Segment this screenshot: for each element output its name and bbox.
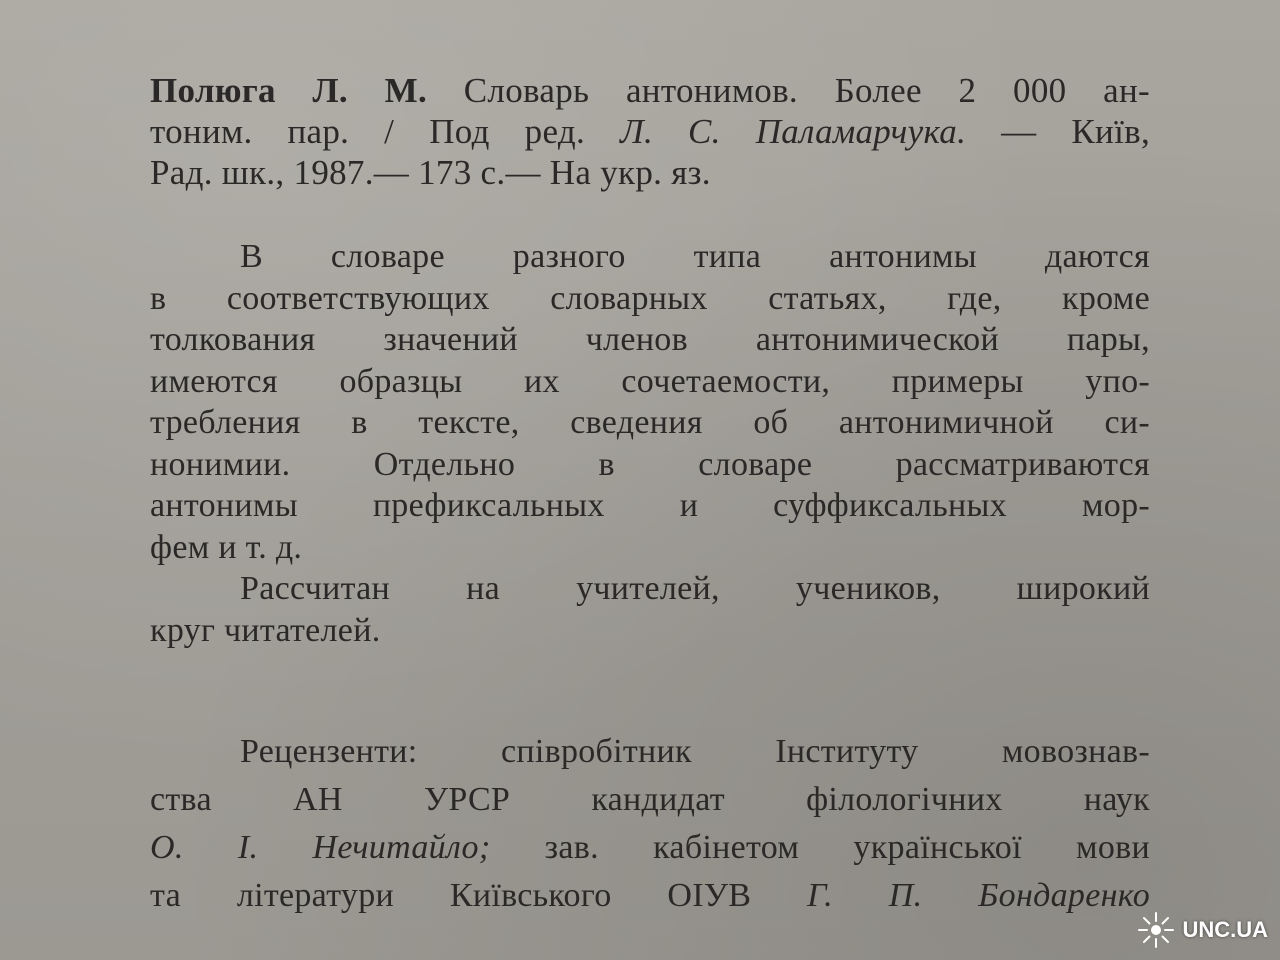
abstract-line: толкования значений членов антонимической пары, [150, 321, 1150, 358]
abstract-line: нонимии. Отдельно в словаре рассматриваются [150, 445, 1150, 483]
audience-line: круг читателей. [150, 611, 381, 649]
abstract-line: антонимы префиксальных и суффиксальных мор- [150, 487, 1150, 524]
watermark [1136, 910, 1268, 950]
author-name: Полюга Л. М. [150, 71, 428, 110]
bib-line-2 [150, 111, 1150, 152]
bib-title-text: Словарь антонимов. Более 2 000 ан- [427, 71, 1150, 110]
reviewers-line-1: Рецензенти: співробітник Інституту мовознав- [240, 733, 1150, 770]
abstract-line: требления в тексте, сведения об антонимичной си- [150, 404, 1150, 441]
reviewers-line-4-pre: та літератури Київського ОІУВ [150, 877, 808, 914]
bib-line-2-post: — Київ, [966, 112, 1150, 151]
abstract-line: фем и т. д. [150, 528, 303, 566]
abstract-line: В словаре разного типа антонимы даются [240, 238, 1150, 275]
reviewers-line-3 [150, 824, 1150, 872]
reviewers [150, 728, 1150, 920]
abstract-line: в соответствующих словарных статьях, где, кроме [150, 279, 1150, 317]
abstract [150, 236, 1150, 651]
reviewers-line-2: ства АН УРСР кандидат філологічних наук [150, 781, 1150, 818]
sunburst-logo-icon [1136, 910, 1176, 950]
audience-line: Рассчитан на учителей, учеников, широкий [240, 570, 1150, 607]
bib-line-1 [150, 70, 1150, 111]
reviewers-line-3-post: зав. кабінетом української мови [490, 829, 1150, 866]
bib-line-3: Рад. шк., 1987.— 173 с.— На укр. яз. [150, 153, 711, 192]
reviewer-name-2: Г. П. Бондаренко [807, 877, 1150, 914]
reviewer-name-1: О. І. Нечитайло; [150, 829, 491, 866]
editor-name: Л. С. Паламарчука. [619, 112, 967, 151]
bib-line-2-pre: тоним. пар. / Под ред. [150, 112, 620, 151]
reviewers-line-4 [150, 872, 1150, 920]
bibliographic-record [150, 70, 1150, 193]
watermark-text: UNC.UA [1182, 917, 1268, 942]
abstract-line: имеются образцы их сочетаемости, примеры упо- [150, 362, 1150, 400]
